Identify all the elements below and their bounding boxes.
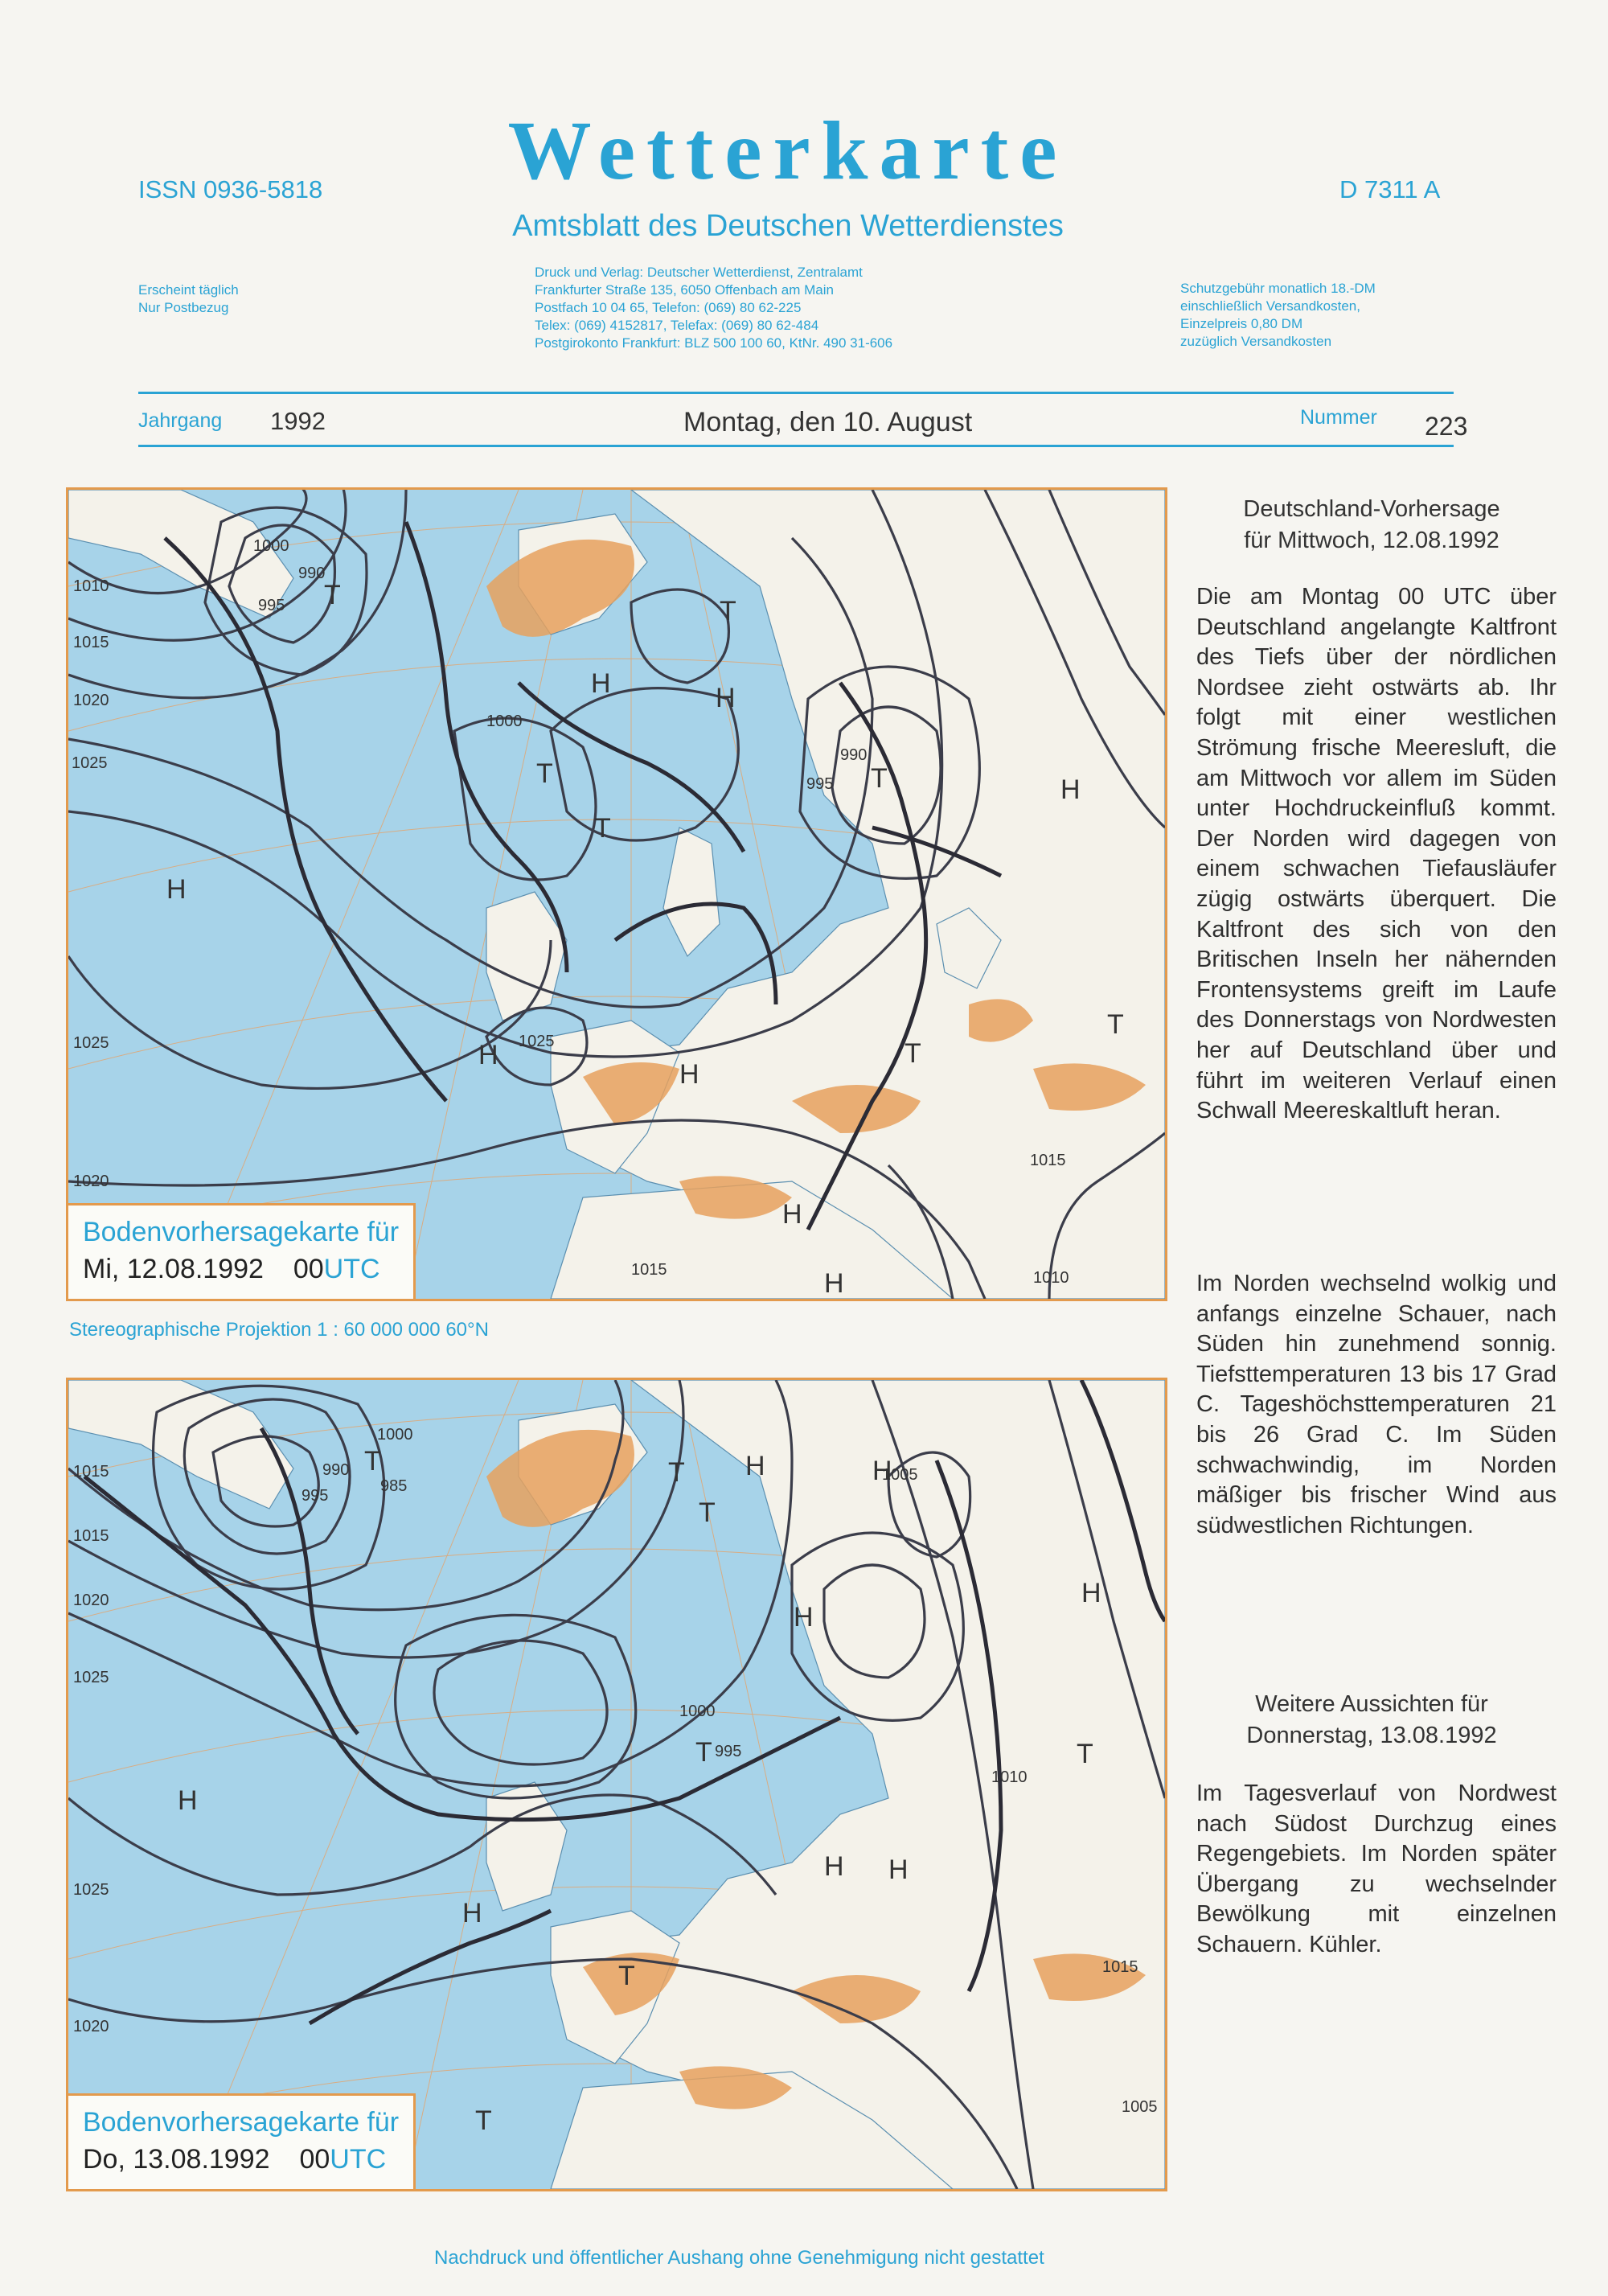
- forecast-heading: Deutschland-Vorhersage für Mittwoch, 12.08.1992: [1243, 496, 1500, 553]
- outlook-paragraph: Im Tagesverlauf von Nordwest nach Südost Durchzug eines Regengebiets. Im Norden später Übergang zu wechselnder Bewölkung mit einzelnen Schauern. Kühler.: [1196, 1781, 1557, 1957]
- high-6: H: [824, 1851, 844, 1882]
- price-info: Schutzgebühr monatlich 18.-DM einschließlich Versandkosten, Einzelpreis 0,80 DM zuzüglich Versandkosten: [1180, 281, 1376, 349]
- svg-text:995: 995: [806, 775, 834, 793]
- masthead-subtitle: Amtsblatt des Deutschen Wetterdienstes: [512, 209, 1064, 243]
- svg-text:1025: 1025: [519, 1033, 555, 1050]
- svg-text:990: 990: [298, 565, 326, 582]
- svg-text:1010: 1010: [1033, 1269, 1069, 1287]
- nummer-value: 223: [1425, 412, 1468, 441]
- issn-number: ISSN 0936-5818: [138, 175, 323, 203]
- svg-text:1000: 1000: [486, 713, 523, 730]
- map-2-legend-title: Bodenvorhersagekarte für: [83, 2107, 400, 2138]
- low-2: T: [536, 758, 553, 789]
- svg-text:1015: 1015: [73, 1527, 109, 1545]
- svg-text:1020: 1020: [73, 1592, 109, 1609]
- svg-text:1000: 1000: [377, 1426, 413, 1444]
- svg-text:1010: 1010: [991, 1768, 1028, 1786]
- low-4: T: [720, 596, 736, 626]
- svg-text:1000: 1000: [253, 537, 289, 555]
- svg-text:1015: 1015: [1102, 1958, 1138, 1976]
- svg-text:995: 995: [302, 1487, 329, 1505]
- low-6: T: [618, 1961, 635, 1991]
- map-2-legend: [68, 2093, 416, 2189]
- high-3: H: [794, 1602, 814, 1633]
- publication-frequency: Erscheint täglich Nur Postbezug: [138, 282, 239, 315]
- weather-map-2-graphic: [68, 1380, 1165, 2189]
- svg-text:1010: 1010: [73, 577, 109, 595]
- svg-text:1025: 1025: [72, 754, 108, 772]
- high-8: H: [1060, 774, 1081, 805]
- svg-text:1020: 1020: [73, 2018, 109, 2035]
- map-1-legend-date: Mi, 12.08.1992 00UTC: [83, 1254, 380, 1284]
- postal-number: D 7311 A: [1339, 175, 1441, 203]
- high-1: H: [591, 668, 611, 699]
- svg-text:1025: 1025: [73, 1669, 109, 1686]
- svg-text:1015: 1015: [73, 634, 109, 651]
- svg-text:1015: 1015: [1030, 1152, 1066, 1169]
- forecast-paragraph-1: Die am Montag 00 UTC über Deutschland angelangte Kaltfront des Tiefs über der nördlichen Nordsee zieht ostwärts ab. Ihr folgt mit einer westlichen Strömung frische Meeresluft, die am Mittwoch vor allem im Süden unter Hochdruckeinfluß kommt. Der Norden wird dagegen von einem schwachen Tiefausläufer zügig ostwärts überquert. Die Kaltfront des sich von den Britischen Inseln her nähernden Frontensystems greift im Laufe des Donnerstags von Nordwesten her auf Deutschland über und führt im weiteren Verlauf einen Schwall Meereskaltluft heran.: [1196, 584, 1557, 1124]
- weather-map-1-graphic: [68, 490, 1165, 1299]
- low-4: T: [695, 1737, 712, 1768]
- outlook-heading: Weitere Aussichten für Donnerstag, 13.08.1992: [1246, 1691, 1497, 1748]
- low-3: T: [594, 813, 611, 844]
- high-6: H: [782, 1199, 802, 1230]
- svg-text:1025: 1025: [73, 1881, 109, 1899]
- forecast-map-thursday: [66, 1378, 1167, 2191]
- high-7: H: [888, 1854, 909, 1885]
- svg-text:995: 995: [715, 1743, 742, 1760]
- issue-date: Montag, den 10. August: [683, 407, 973, 437]
- low-2: T: [668, 1457, 685, 1488]
- high-5: H: [462, 1898, 482, 1928]
- publisher-info: Druck und Verlag: Deutscher Wetterdienst, Zentralamt Frankfurter Straße 135, 6050 Offenbach am Main Postfach 10 04 65, Telefon: (069) 80 62-225 Telex: (069) 4152817, Telefax: (069) 80 62-484 Postgirokonto Frankfurt: BLZ 500 100 60, KtNr. 490 31-606: [535, 265, 893, 351]
- map-1-legend-title: Bodenvorhersagekarte für: [83, 1217, 400, 1247]
- projection-note: Stereographische Projektion 1 : 60 000 000 60°N: [69, 1319, 489, 1341]
- high-1: H: [745, 1451, 765, 1481]
- high-8: H: [1081, 1578, 1101, 1608]
- low-7: T: [1107, 1009, 1124, 1040]
- map-1-legend: [68, 1203, 416, 1299]
- svg-text:1005: 1005: [1122, 2098, 1158, 2116]
- low-7: T: [475, 2105, 492, 2136]
- low-5: T: [1077, 1739, 1093, 1769]
- low-6: T: [904, 1038, 921, 1069]
- high-2: H: [872, 1456, 892, 1486]
- low-1: T: [364, 1446, 381, 1477]
- svg-text:1015: 1015: [631, 1261, 667, 1279]
- svg-text:985: 985: [380, 1477, 408, 1495]
- svg-text:990: 990: [840, 746, 868, 764]
- low-3: T: [699, 1497, 716, 1528]
- high-7: H: [824, 1268, 844, 1299]
- map-2-legend-date: Do, 13.08.1992 00UTC: [83, 2144, 387, 2175]
- copyright-footer: Nachdruck und öffentlicher Aushang ohne Genehmigung nicht gestattet: [434, 2247, 1044, 2269]
- low-5: T: [871, 763, 888, 794]
- header-rule-bottom: [138, 445, 1454, 447]
- forecast-paragraph-2: Im Norden wechselnd wolkig und anfangs einzelne Schauer, nach Süden hin zunehmend sonnig. Tiefsttemperaturen 13 bis 17 Grad C. Tageshöchsttemperaturen 21 bis 26 Grad C. Im Süden schwachwindig, im Norden mäßiger bis frischer Wind aus südwestlichen Richtungen.: [1196, 1271, 1557, 1538]
- high-2: H: [716, 683, 736, 713]
- svg-text:995: 995: [258, 597, 285, 614]
- header-rule-top: [138, 392, 1454, 394]
- high-4: H: [478, 1040, 498, 1070]
- jahrgang-label: Jahrgang: [138, 409, 223, 432]
- forecast-map-wednesday: [66, 487, 1167, 1301]
- nummer-label: Nummer: [1300, 406, 1377, 429]
- svg-text:1005: 1005: [882, 1466, 918, 1484]
- svg-text:1015: 1015: [73, 1463, 109, 1481]
- high-5: H: [679, 1059, 699, 1090]
- high-3: H: [166, 874, 187, 905]
- svg-text:1020: 1020: [73, 1173, 109, 1190]
- svg-text:1000: 1000: [679, 1702, 716, 1720]
- masthead-title: Wetterkarte: [507, 105, 1069, 197]
- low-1: T: [324, 580, 341, 610]
- svg-text:1025: 1025: [73, 1034, 109, 1052]
- high-4: H: [178, 1785, 198, 1816]
- svg-text:1020: 1020: [73, 692, 109, 709]
- jahrgang-value: 1992: [270, 407, 326, 435]
- svg-text:990: 990: [322, 1461, 350, 1479]
